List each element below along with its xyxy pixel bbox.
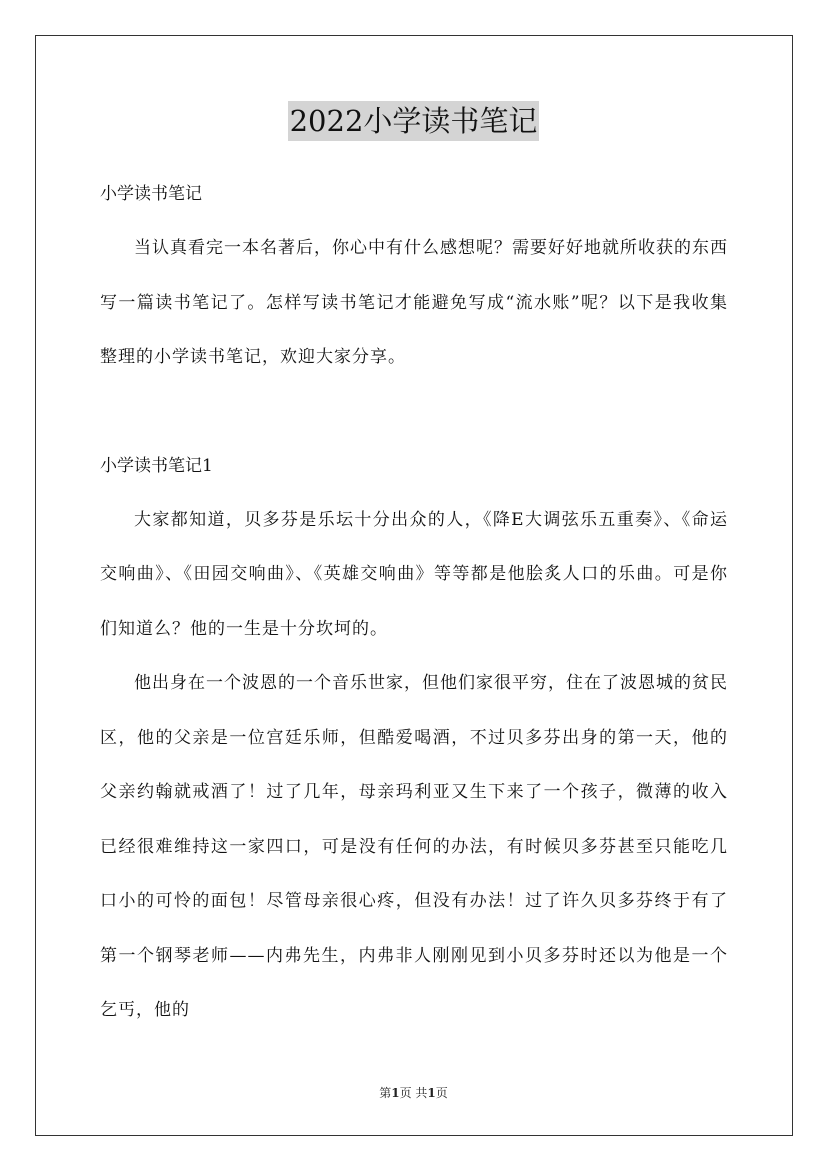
paragraph-gap [100,385,728,439]
document-body [100,167,728,1038]
footer-page-prefix: 第 [379,1086,392,1100]
intro-paragraph: 当认真看完一本名著后，你心中有什么感想呢？需要好好地就所收获的东西写一篇读书笔记了。怎样写读书笔记才能避免写成“流水账”呢？以下是我收集整理的小学读书笔记，欢迎大家分享。 [100,238,728,367]
footer-page-total: 1 [427,1086,436,1100]
page-footer [0,1084,827,1101]
title-container [0,101,827,141]
footer-page-current: 1 [391,1086,400,1100]
footer-page-mid: 页 共 [399,1086,428,1100]
footer-page-suffix: 页 [435,1086,448,1100]
section-paragraph-1: 大家都知道，贝多芬是乐坛十分出众的人，《降E大调弦乐五重奏》、《命运交响曲》、《田园交响曲》、《英雄交响曲》等等都是他脍炙人口的乐曲。可是你们知道么？他的一生是十分坎坷的。 [100,509,728,639]
intro-heading: 小学读书笔记 [100,184,202,204]
section-heading: 小学读书笔记1 [100,455,213,476]
section-paragraph-2: 他出身在一个波恩的一个音乐世家，但他们家很平穷，住在了波恩城的贫民区，他的父亲是一位宫廷乐师，但酷爱喝酒，不过贝多芬出身的第一天，他的父亲约翰就戒酒了！过了几年，母亲玛利亚又生下来了一个孩子，微薄的收入已经很难维持这一家四口，可是没有任何的办法，有时候贝多芬甚至只能吃几口小的可怜的面包！尽管母亲很心疼，但没有办法！过了许久贝多芬终于有了第一个钢琴老师——内弗先生，内弗非人刚刚见到小贝多芬时还以为他是一个乞丐，他的 [100,673,728,1020]
document-title: 2022小学读书笔记 [288,101,540,141]
